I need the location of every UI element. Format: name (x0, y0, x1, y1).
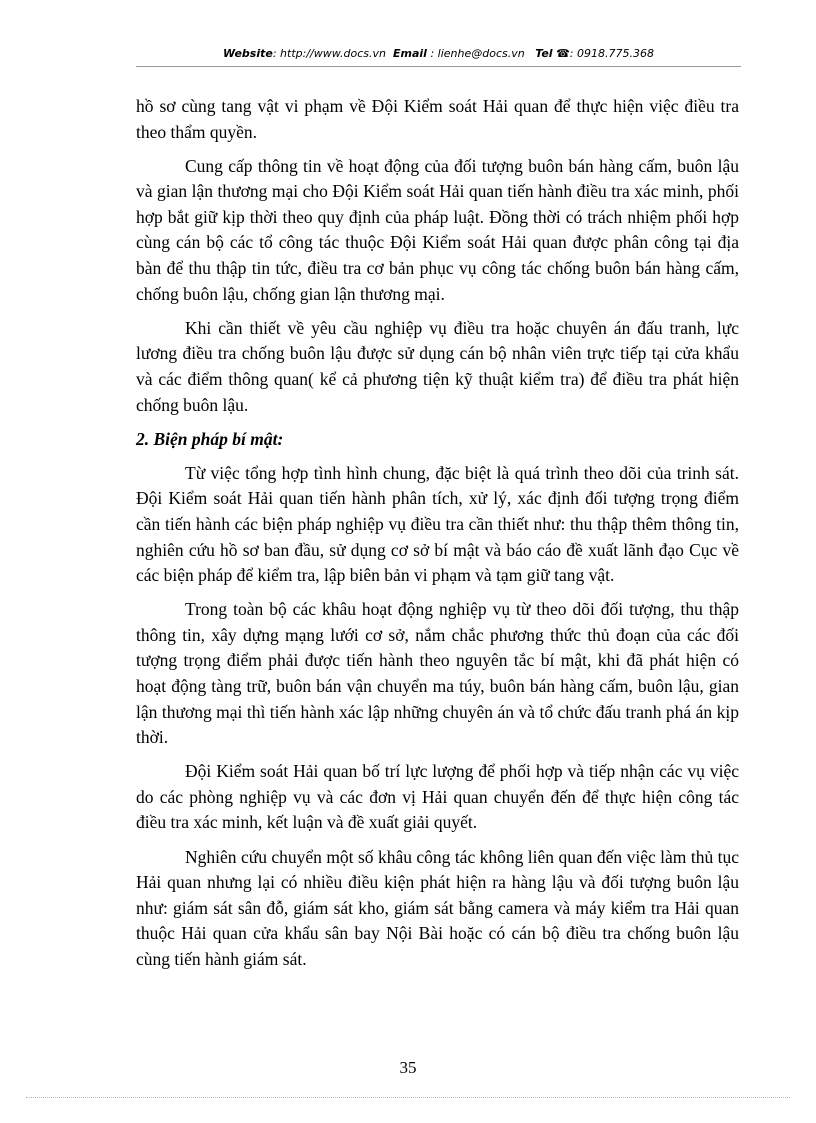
tel-label: Tel (535, 47, 553, 60)
page-number: 35 (399, 1058, 417, 1077)
paragraph: Đội Kiểm soát Hải quan bố trí lực lượng để phối hợp và tiếp nhận các vụ việc do các phòng nghiệp vụ và các đơn vị Hải quan chuyển đến để thực hiện công tác điều tra xác minh, kết luận và đề xuất giải quyết. (136, 761, 739, 833)
website-link[interactable]: : http://www.docs.vn (272, 47, 387, 60)
section-heading: 2. Biện pháp bí mật: (136, 428, 284, 449)
header-divider (136, 66, 741, 67)
paragraph: Trong toàn bộ các khâu hoạt động nghiệp vụ từ theo dõi đối tượng, thu thập thông tin, xây dựng mạng lưới cơ sở, nắm chắc phương thức thủ đoạn của các đối tượng trọng điểm phải được tiến hành theo nguyên tắc bí mật, khi đã phát hiện có hoạt động tàng trữ, buôn bán vận chuyển ma túy, buôn bán hàng cấm, buôn lậu, gian lận thương mại thì tiến hành xác lập những chuyên án và tổ chức đấu tranh phá án kịp thời. (136, 599, 739, 748)
email-link[interactable]: : lienhe@docs.vn (426, 47, 525, 60)
paragraph: hồ sơ cùng tang vật vi phạm về Đội Kiểm soát Hải quan để thực hiện việc điều tra theo thẩm quyền. (136, 96, 739, 142)
email-label: Email (393, 47, 427, 60)
footer-divider (26, 1097, 790, 1098)
paragraph: Nghiên cứu chuyển một số khâu công tác không liên quan đến việc làm thủ tục Hải quan nhưng lại có nhiều điều kiện phát hiện ra hàng lậu và đối tượng buôn lậu như: giám sát sân đỗ, giám sát kho, giám sát bằng camera và máy kiểm tra Hải quan thuộc Hải quan cửa khẩu sân bay Nội Bài hoặc có cán bộ điều tra chống buôn lậu cùng tiến hành giám sát. (136, 846, 739, 969)
paragraph: Từ việc tổng hợp tình hình chung, đặc biệt là quá trình theo dõi của trinh sát. Đội Kiểm soát Hải quan tiến hành phân tích, xử lý, xác định đối tượng trọng điểm cần tiến hành các biện pháp nghiệp vụ điều tra cần thiết như: thu thập thêm thông tin, nghiên cứu hồ sơ ban đầu, sử dụng cơ sở bí mật và báo cáo đề xuất lãnh đạo Cục về các biện pháp để kiểm tra, lập biên bản vi phạm và tạm giữ tang vật. (136, 462, 739, 586)
paragraph: Khi cần thiết về yêu cầu nghiệp vụ điều tra hoặc chuyên án đấu tranh, lực lương điều tra chống buôn lậu được sử dụng cán bộ nhân viên trực tiếp tại cửa khẩu và các điểm thông quan( kể cả phương tiện kỹ thuật kiểm tra) để điều tra phát hiện chống buôn lậu. (136, 317, 739, 415)
phone-icon: ☎ (556, 47, 570, 60)
page-header (136, 47, 741, 60)
tel-value: : 0918.775.368 (569, 47, 654, 60)
document-body (136, 94, 739, 981)
paragraph: Cung cấp thông tin về hoạt động của đối tượng buôn bán hàng cấm, buôn lậu và gian lận thương mại cho Đội Kiểm soát Hải quan tiến hành điều tra xác minh, phối hợp bắt giữ kịp thời theo quy định của pháp luật. Đồng thời có trách nhiệm phối hợp cùng cán bộ các tổ công tác thuộc Đội Kiểm soát Hải quan được phân công tại địa bàn để thu thập tin tức, điều tra cơ bản phục vụ công tác chống buôn bán hàng cấm, chống buôn lậu, chống gian lận thương mại. (136, 155, 739, 304)
website-label: Website (223, 47, 273, 60)
